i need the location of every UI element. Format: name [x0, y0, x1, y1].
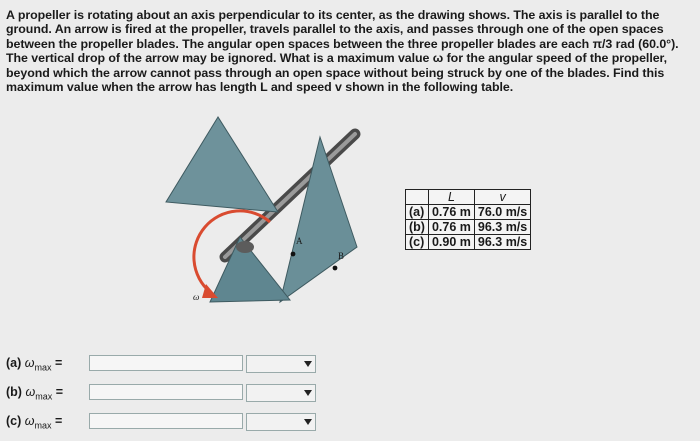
blade-right [280, 137, 357, 302]
omega-symbol: ω [24, 414, 35, 428]
table-header-cell [406, 190, 429, 205]
blade-upper-left [166, 117, 278, 212]
table-row [406, 205, 531, 220]
omega-symbol: ω [24, 356, 35, 370]
omega-symbol: ω [25, 385, 36, 399]
table-row-label: (c) [406, 235, 429, 250]
table-row [406, 220, 531, 235]
point-b-label: B [338, 251, 345, 261]
max-subscript: max [35, 391, 53, 402]
answer-label-a [6, 356, 62, 373]
max-subscript: max [34, 420, 52, 431]
max-subscript: max [34, 362, 52, 373]
table-cell-length: 0.76 m [428, 220, 474, 235]
table-row [406, 235, 531, 250]
answer-prefix: (b) [6, 385, 22, 399]
unit-select-b[interactable] [246, 384, 316, 402]
answer-prefix: (c) [6, 414, 22, 428]
table-cell-length: 0.90 m [428, 235, 474, 250]
table-cell-speed: 76.0 m/s [474, 205, 530, 220]
unit-select-c[interactable] [246, 413, 316, 431]
answer-prefix: (a) [6, 356, 22, 370]
answer-label-c [6, 414, 62, 431]
answer-label-b [6, 385, 63, 402]
unit-select-a[interactable] [246, 355, 316, 373]
answer-input-a[interactable] [89, 355, 243, 371]
table-header-row [406, 190, 531, 205]
point-a-dot [291, 252, 296, 257]
equals-sign: = [55, 414, 63, 428]
omega-label: ω [193, 292, 200, 302]
propeller-figure [150, 112, 390, 327]
equals-sign: = [55, 356, 63, 370]
table-cell-length: 0.76 m [428, 205, 474, 220]
table-row-label: (b) [406, 220, 429, 235]
table-cell-speed: 96.3 m/s [474, 220, 530, 235]
problem-statement: A propeller is rotating about an axis perpendicular to its center, as the drawing shows. The axis is parallel to the ground. An arrow is fired at the propeller, travels parallel to the axis, and passes through one of the open spaces between the propeller blades. The angular open spaces between the three propeller blades are each π/3 rad (60.0°). The vertical drop of the arrow may be ignored. What is a maximum value ω for the angular speed of the propeller, beyond which the arrow cannot pass through an open space without being struck by one of the blades. Find this maximum value when the arrow has length L and speed v shown in the following table. [6, 8, 679, 95]
propeller-hub [236, 241, 254, 253]
table-row-label: (a) [406, 205, 429, 220]
chevron-down-icon [304, 390, 312, 396]
chevron-down-icon [304, 419, 312, 425]
propeller-drawing [150, 112, 390, 327]
answer-input-c[interactable] [89, 413, 243, 429]
chevron-down-icon [304, 361, 312, 367]
answer-input-b[interactable] [89, 384, 243, 400]
table-header-cell: L [428, 190, 474, 205]
point-b-dot [333, 266, 338, 271]
table-cell-speed: 96.3 m/s [474, 235, 530, 250]
table-header-cell: v [474, 190, 530, 205]
parameter-table [405, 189, 531, 250]
point-a-label: A [296, 236, 303, 246]
equals-sign: = [55, 385, 64, 399]
